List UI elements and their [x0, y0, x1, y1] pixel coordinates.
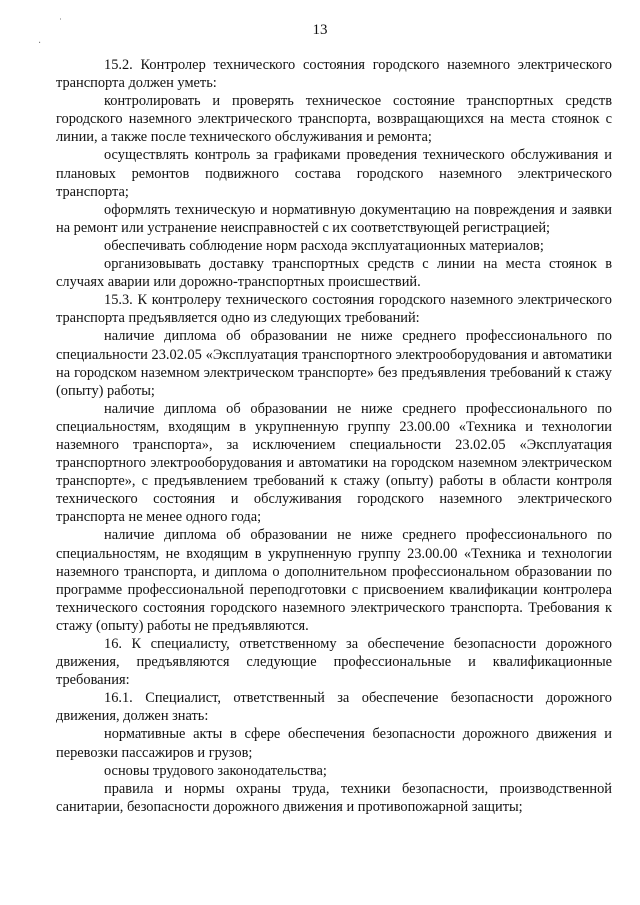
paragraph-item: контролировать и проверять техническое состояние транспортных средств городского наземного электрического транспорта, возвращающихся на места стоянок с линии, а также после технического обслуживания и ремонта; — [56, 93, 612, 146]
paragraph-15-3: 15.3. К контролеру технического состояния городского наземного электрического транспорта предъявляется одно из следующих требований: — [56, 292, 612, 327]
page-number: 13 — [312, 22, 328, 38]
paragraph-16-1: 16.1. Специалист, ответственный за обеспечение безопасности дорожного движения, должен знать: — [56, 690, 612, 725]
paragraph-16: 16. К специалисту, ответственному за обеспечение безопасности дорожного движения, предъявляются следующие профессиональные и квалификационные требования: — [56, 636, 612, 689]
document-body — [56, 56, 612, 816]
paragraph-item: организовывать доставку транспортных средств с линии на места стоянок в случаях аварии или дорожно-транспортных происшествий. — [56, 256, 612, 291]
paragraph-item: наличие диплома об образовании не ниже среднего профессионального по специальности 23.02.05 «Эксплуатация транспортного электрооборудования и автоматики на городском наземном электрическом транспорте» без предъявления требований к стажу (опыту) работы; — [56, 328, 612, 399]
paragraph-15-2: 15.2. Контролер технического состояния городского наземного электрического транспорта должен уметь: — [56, 57, 612, 92]
paragraph-item: обеспечивать соблюдение норм расхода эксплуатационных материалов; — [104, 237, 544, 254]
paragraph-item: оформлять техническую и нормативную документацию на повреждения и заявки на ремонт или устранение неисправностей с их соответствующей регистрацией; — [56, 201, 612, 236]
scan-speck-top: ˙ — [58, 18, 63, 29]
paragraph-item: осуществлять контроль за графиками проведения технического обслуживания и плановых ремонтов подвижного состава городского наземного электрического транспорта; — [56, 147, 612, 200]
paragraph-item: наличие диплома об образовании не ниже среднего профессионального по специальностям, не входящим в укрупненную группу 23.00.00 «Техника и технологии наземного транспорта, и диплома о дополнительном профессиональном образовании по программе профессиональной переподготовки с присвоением квалификации контролера технического состояния городского наземного электрического транспорта. Требования к стажу (опыту) работы не предъявляются. — [56, 527, 612, 634]
paragraph-item: правила и нормы охраны труда, техники безопасности, производственной санитарии, безопасности дорожного движения и противопожарной защиты; — [56, 780, 612, 815]
paragraph-item: наличие диплома об образовании не ниже среднего профессионального по специальностям, входящим в укрупненную группу 23.00.00 «Техника и технологии наземного транспорта», за исключением специальности 23.02.05 «Эксплуатация транспортного электрооборудования и автоматики на городском наземном электрическом транспорте», с предъявлением требований к стажу (опыту) работы в области контроля технического состояния и обслуживания городского наземного электрического транспорта не менее одного года; — [56, 400, 612, 526]
paragraph-item: основы трудового законодательства; — [104, 762, 327, 779]
paragraph-item: нормативные акты в сфере обеспечения безопасности дорожного движения и перевозки пассажиров и грузов; — [56, 726, 612, 761]
scan-speck-left: · — [38, 38, 42, 49]
